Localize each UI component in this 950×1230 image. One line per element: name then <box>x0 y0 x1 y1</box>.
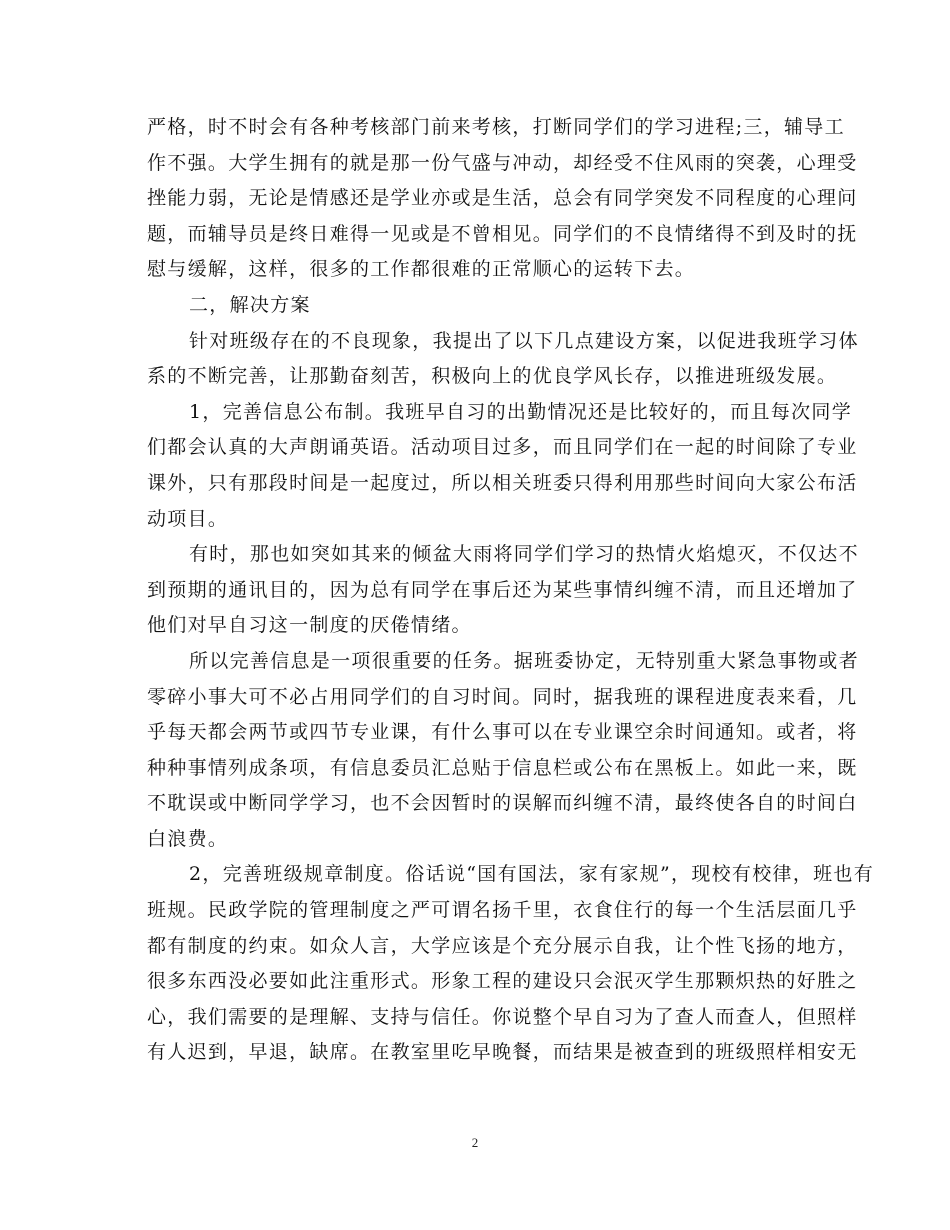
text-line: 系的不断完善，让那勤奋刻苦，积极向上的优良学风长存，以推进班级发展。 <box>147 365 838 388</box>
text-line: 挫能力弱，无论是情感还是学业亦或是生活，总会有同学突发不同程度的心理问 <box>147 187 858 210</box>
text-line: 不耽误或中断同学学习，也不会因暂时的误解而纠缠不清，最终使各自的时间白 <box>147 792 858 815</box>
text-line: 们都会认真的大声朗诵英语。活动项目过多，而且同学们在一起的时间除了专业 <box>147 436 858 459</box>
text-line: 题，而辅导员是终日难得一见或是不曾相见。同学们的不良情绪得不到及时的抚 <box>147 222 858 245</box>
body-text <box>147 110 875 1071</box>
text-line: 白浪费。 <box>147 827 229 850</box>
page-number: 2 <box>471 1135 479 1150</box>
text-line: 课外，只有那段时间是一起度过，所以相关班委只得利用那些时间向大家公布活 <box>147 471 858 494</box>
text-line: 乎每天都会两节或四节专业课，有什么事可以在专业课空余时间通知。或者，将 <box>147 721 858 744</box>
text-line: 严格，时不时会有各种考核部门前来考核，打断同学们的学习进程;三，辅导工 <box>147 116 845 138</box>
text-line: 针对班级存在的不良现象，我提出了以下几点建设方案，以促进我班学习体 <box>189 329 859 352</box>
text-line: 很多东西没必要如此注重形式。形象工程的建设只会泯灭学生那颗炽热的好胜之 <box>147 970 858 993</box>
text-line: 1，完善信息公布制。我班早自习的出勤情况还是比较好的，而且每次同学 <box>189 400 852 423</box>
text-line: 心，我们需要的是理解、支持与信任。你说整个早自习为了查人而查人，但照样 <box>147 1005 858 1028</box>
text-line: 动项目。 <box>147 507 229 530</box>
text-line: 有时，那也如突如其来的倾盆大雨将同学们学习的热情火焰熄灭，不仅达不 <box>189 543 859 566</box>
text-line: 种种事情列成条项，有信息委员汇总贴于信息栏或公布在黑板上。如此一来，既 <box>147 756 858 779</box>
text-line: 有人迟到，早退，缺席。在教室里吃早晚餐，而结果是被查到的班级照样相安无 <box>147 1041 858 1064</box>
text-line: 都有制度的约束。如众人言，大学应该是个充分展示自我，让个性飞扬的地方， <box>147 934 858 957</box>
text-line: 所以完善信息是一项很重要的任务。据班委协定，无特别重大紧急事物或者 <box>189 649 859 672</box>
section-heading: 二，解决方案 <box>189 293 311 316</box>
text-line: 班规。民政学院的管理制度之严可谓名扬千里，衣食住行的每一个生活层面几乎 <box>147 899 858 922</box>
text-line: 2，完善班级规章制度。俗话说“国有国法，家有家规”，现校有校律，班也有 <box>189 863 875 886</box>
text-line: 慰与缓解，这样，很多的工作都很难的正常顺心的运转下去。 <box>147 258 696 281</box>
text-line: 作不强。大学生拥有的就是那一份气盛与冲动，却经受不住风雨的突袭，心理受 <box>147 151 858 174</box>
text-line: 到预期的通讯目的，因为总有同学在事后还为某些事情纠缠不清，而且还增加了 <box>147 578 858 601</box>
text-line: 他们对早自习这一制度的厌倦情绪。 <box>147 614 472 637</box>
text-line: 零碎小事大可不必占用同学们的自习时间。同时，据我班的课程进度表来看，几 <box>147 685 858 708</box>
